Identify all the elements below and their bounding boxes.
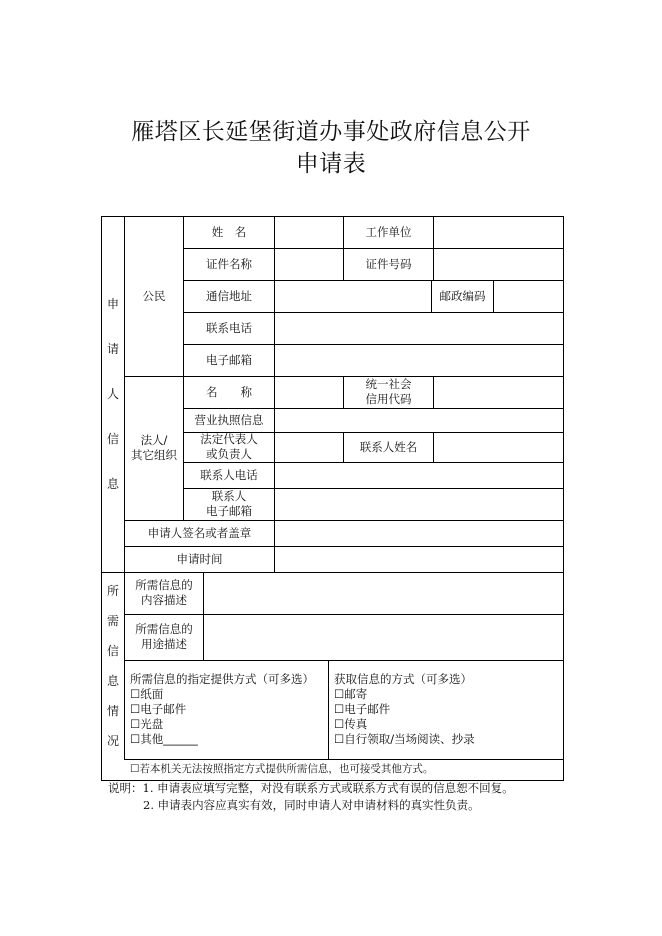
contact-email-line1: 联系人 bbox=[211, 489, 247, 503]
application-form-table bbox=[101, 216, 564, 781]
legal-rep-field[interactable] bbox=[274, 432, 344, 462]
obtain-option-self[interactable]: ☐自行领取/当场阅读、抄录 bbox=[334, 732, 475, 746]
provide-option-other[interactable]: ☐其他______ bbox=[130, 732, 198, 746]
credit-code-field[interactable] bbox=[433, 376, 564, 408]
work-unit-label: 工作单位 bbox=[365, 224, 412, 239]
license-field[interactable] bbox=[274, 408, 564, 432]
form-title-line1: 雁塔区长延堡街道办事处政府信息公开 bbox=[131, 119, 531, 145]
legal-rep-label bbox=[183, 432, 275, 462]
id-name-label: 证件名称 bbox=[206, 256, 252, 271]
email-label: 电子邮箱 bbox=[206, 352, 252, 367]
id-name-field[interactable] bbox=[274, 248, 344, 280]
provide-option-email[interactable]: ☐电子邮件 bbox=[130, 702, 187, 716]
date-field[interactable] bbox=[274, 546, 564, 572]
obtain-option-email[interactable]: ☐电子邮件 bbox=[334, 702, 391, 716]
org-name-label: 名 称 bbox=[206, 384, 252, 399]
credit-code-line2: 信用代码 bbox=[365, 392, 412, 406]
content-desc-label bbox=[124, 572, 204, 614]
phone-label: 联系电话 bbox=[206, 320, 252, 335]
organization-group-label bbox=[124, 431, 184, 465]
postcode-field[interactable] bbox=[493, 280, 564, 312]
credit-code-label bbox=[343, 376, 434, 408]
vchar: 息 bbox=[106, 673, 119, 688]
note-line2: 2. 申请表内容应真实有效，同时申请人对申请材料的真实性负责。 bbox=[143, 798, 480, 812]
vchar: 况 bbox=[106, 733, 119, 748]
vchar: 信 bbox=[106, 643, 119, 658]
name-field[interactable] bbox=[274, 216, 344, 248]
phone-field[interactable] bbox=[274, 312, 564, 344]
org-label-line1: 法人/ bbox=[140, 433, 168, 447]
contact-name-field[interactable] bbox=[433, 432, 564, 462]
provide-option-paper[interactable]: ☐纸面 bbox=[130, 687, 164, 701]
applicant-vertical-label bbox=[103, 216, 123, 572]
email-field[interactable] bbox=[274, 344, 564, 376]
vchar: 息 bbox=[106, 476, 119, 491]
vchar: 所 bbox=[106, 583, 119, 598]
vchar: 情 bbox=[106, 703, 119, 718]
address-label: 通信地址 bbox=[206, 288, 252, 303]
citizen-group-label: 公民 bbox=[142, 288, 166, 303]
legal-rep-line1: 法定代表人 bbox=[200, 432, 258, 446]
license-label: 营业执照信息 bbox=[194, 412, 264, 427]
provide-option-disc[interactable]: ☐光盘 bbox=[130, 717, 164, 731]
vchar: 申 bbox=[106, 296, 119, 311]
obtain-option-mail[interactable]: ☐邮寄 bbox=[334, 687, 368, 701]
obtain-method-title: 获取信息的方式（可多选） bbox=[334, 672, 472, 686]
org-name-field[interactable] bbox=[274, 376, 344, 408]
contact-email-field[interactable] bbox=[274, 488, 564, 520]
contact-phone-field[interactable] bbox=[274, 462, 564, 488]
content-desc-line2: 内容描述 bbox=[141, 593, 187, 607]
content-desc-field[interactable] bbox=[203, 572, 564, 614]
contact-phone-label: 联系人电话 bbox=[200, 467, 258, 482]
id-number-label: 证件号码 bbox=[365, 256, 412, 271]
contact-email-line2: 电子邮箱 bbox=[206, 504, 252, 518]
org-label-line2: 其它组织 bbox=[131, 448, 177, 462]
vchar: 请 bbox=[106, 341, 119, 356]
note-line1: 说明：1. 申请表应填写完整，对没有联系方式或联系方式有误的信息恕不回复。 bbox=[108, 781, 514, 795]
purpose-desc-field[interactable] bbox=[203, 614, 564, 660]
credit-code-line1: 统一社会 bbox=[365, 377, 412, 391]
id-number-field[interactable] bbox=[433, 248, 564, 280]
vchar: 人 bbox=[106, 386, 119, 401]
signature-label: 申请人签名或者盖章 bbox=[147, 525, 252, 540]
date-label: 申请时间 bbox=[176, 551, 223, 566]
purpose-desc-line2: 用途描述 bbox=[141, 637, 187, 651]
purpose-desc-label bbox=[124, 614, 204, 660]
alternative-method-checkbox[interactable]: ☐若本机关无法按照指定方式提供所需信息，也可接受其他方式。 bbox=[130, 763, 434, 775]
work-unit-field[interactable] bbox=[433, 216, 564, 248]
legal-rep-line2: 或负责人 bbox=[206, 447, 252, 461]
contact-email-label bbox=[183, 488, 275, 520]
postcode-label: 邮政编码 bbox=[439, 288, 486, 303]
name-label: 姓 名 bbox=[211, 224, 247, 239]
vchar: 信 bbox=[106, 431, 119, 446]
vchar: 需 bbox=[106, 613, 119, 628]
signature-field[interactable] bbox=[274, 520, 564, 546]
contact-name-label: 联系人姓名 bbox=[359, 439, 418, 454]
obtain-option-fax[interactable]: ☐传真 bbox=[334, 717, 368, 731]
address-field[interactable] bbox=[274, 280, 432, 312]
content-desc-line1: 所需信息的 bbox=[135, 578, 193, 592]
purpose-desc-line1: 所需信息的 bbox=[135, 622, 193, 636]
info-vertical-label bbox=[103, 572, 123, 759]
provide-method-title: 所需信息的指定提供方式（可多选） bbox=[130, 672, 314, 686]
form-title-line2: 申请表 bbox=[295, 151, 367, 177]
